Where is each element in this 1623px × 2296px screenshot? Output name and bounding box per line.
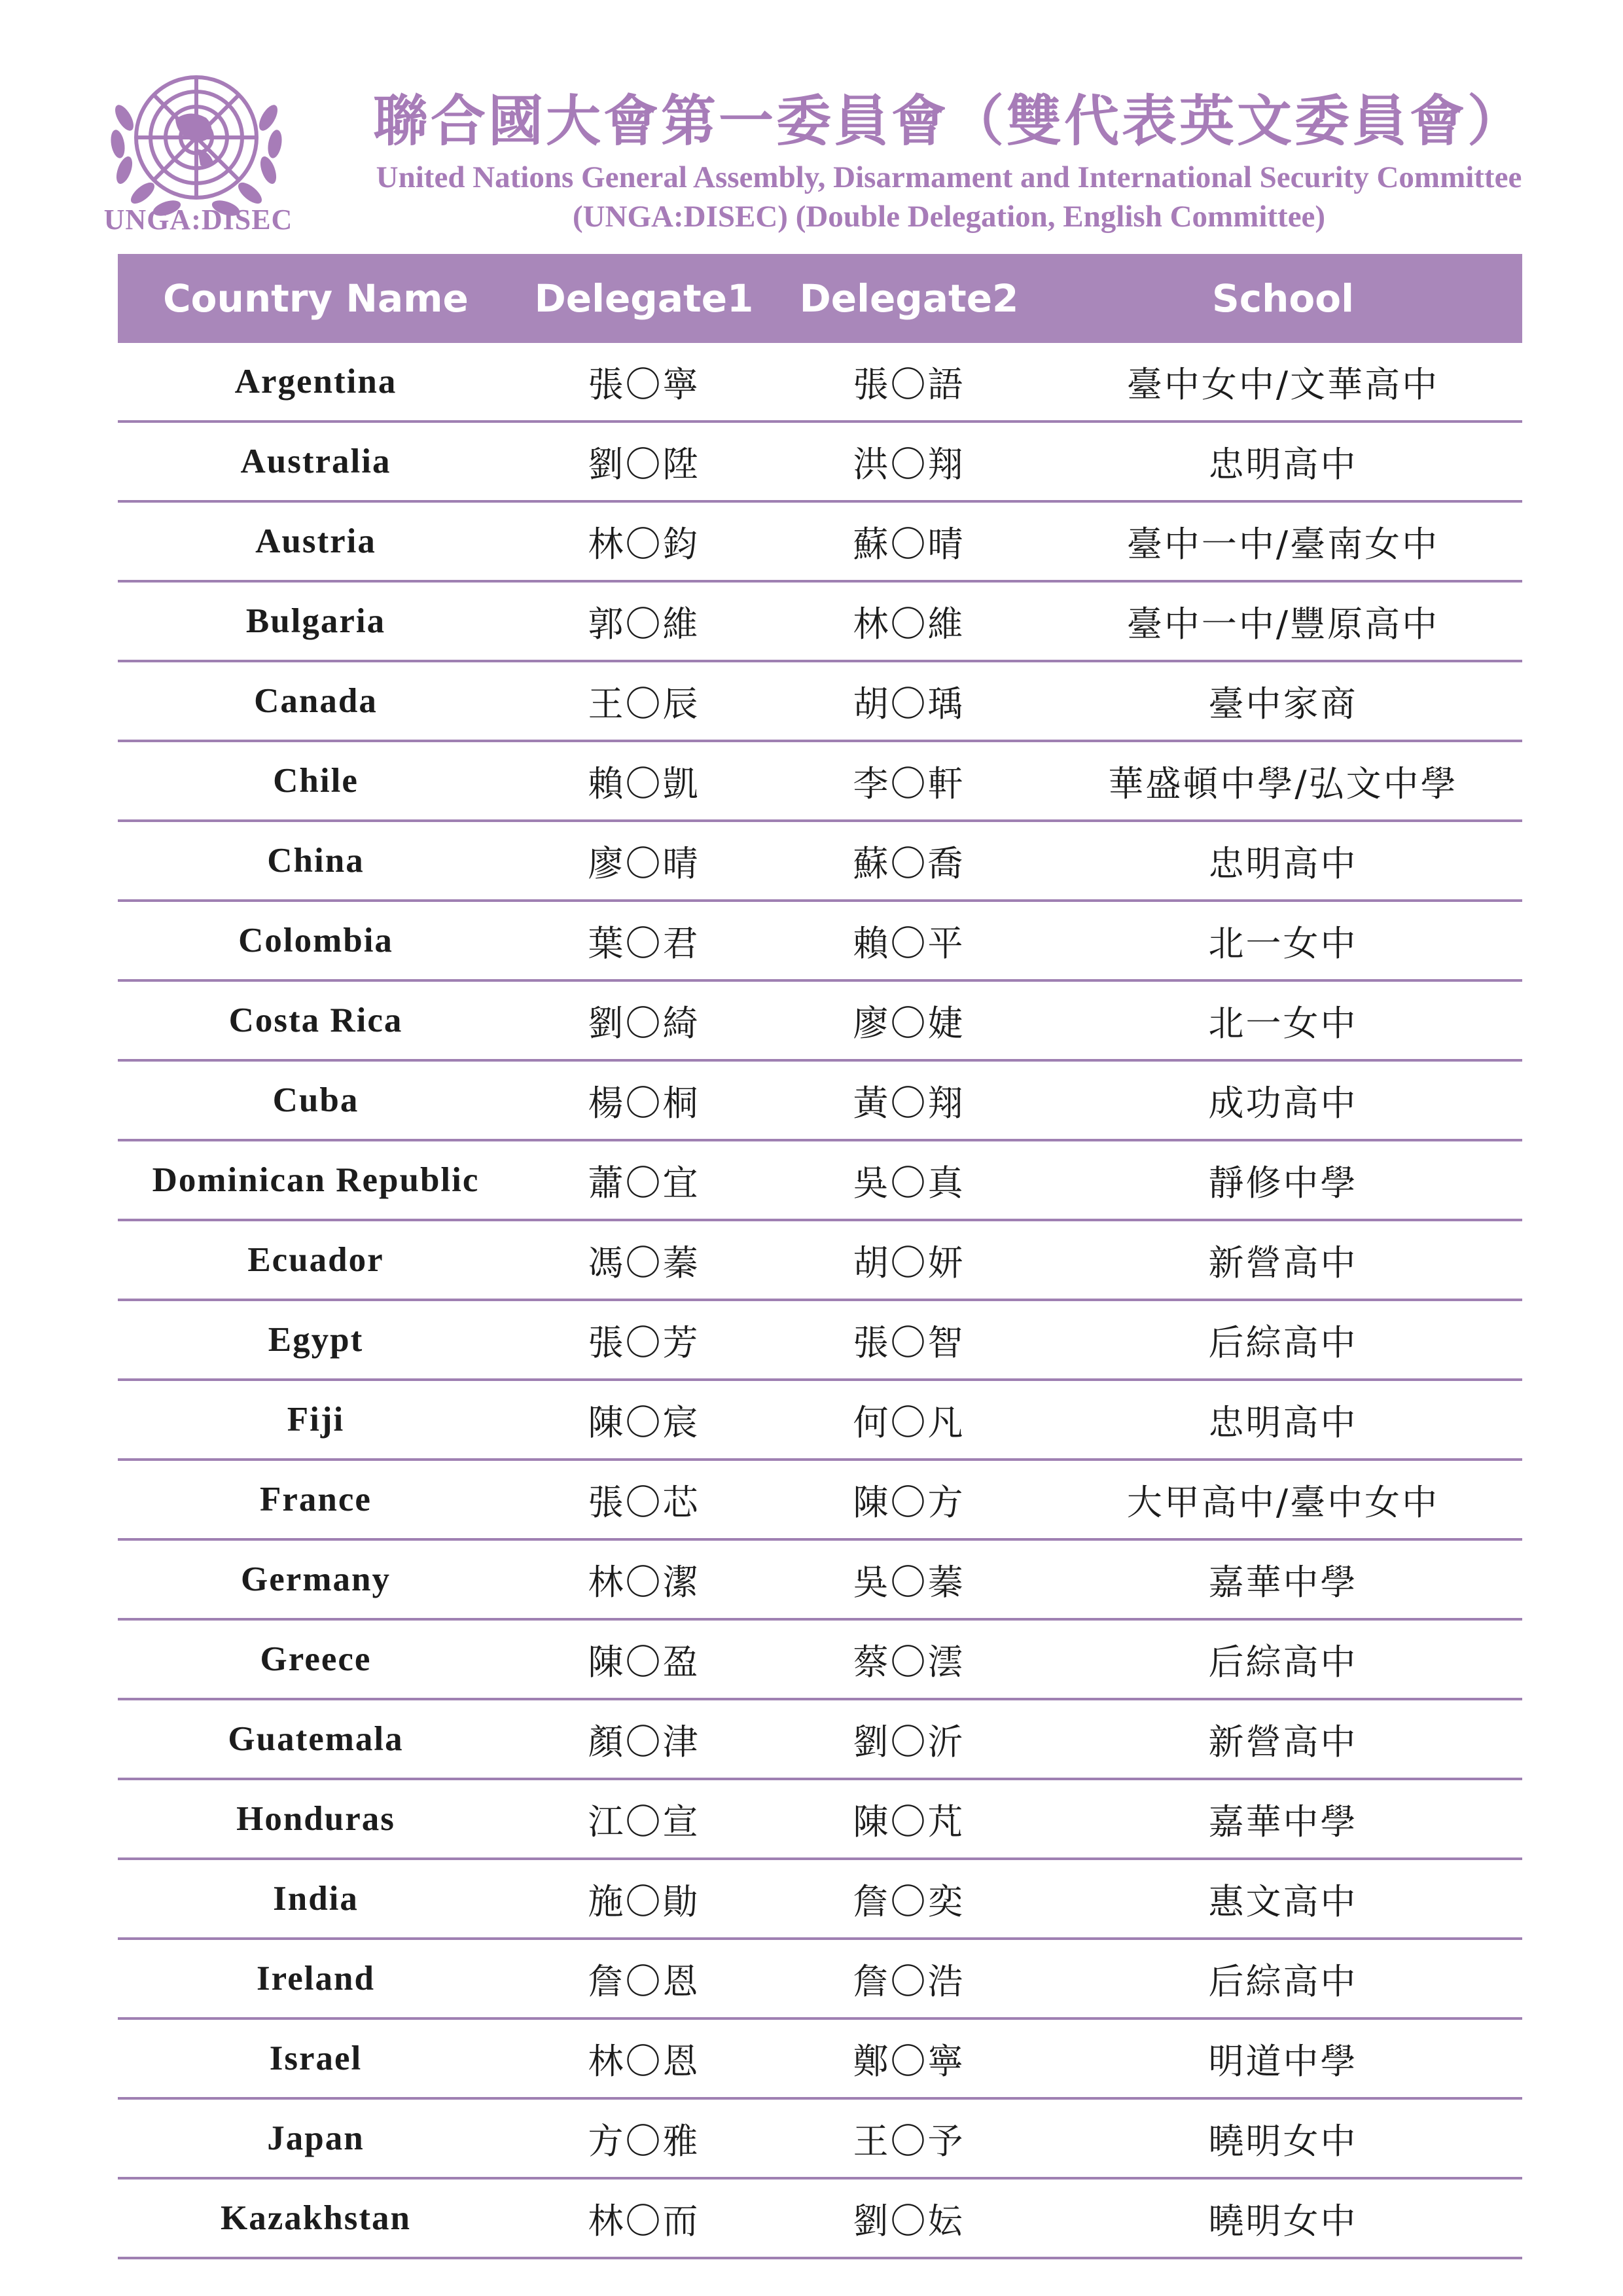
country-cell: China (118, 821, 514, 901)
page-title-english-line1: United Nations General Assembly, Disarmament and International Security Committee (376, 160, 1522, 194)
table-row (118, 1460, 1522, 1539)
school-cell: 忠明高中 (1044, 821, 1522, 901)
school-cell: 后綜高中 (1044, 1619, 1522, 1699)
delegate2-cell: 張〇語 (774, 343, 1044, 422)
table-body (118, 343, 1522, 2258)
school-cell: 嘉華中學 (1044, 1779, 1522, 1859)
delegate2-cell: 鄭〇寧 (774, 2018, 1044, 2098)
delegation-table-wrapper (118, 254, 1522, 2259)
school-cell: 北一女中 (1044, 901, 1522, 980)
table-row (118, 343, 1522, 422)
table-row (118, 2098, 1522, 2178)
delegate2-cell: 吳〇真 (774, 1140, 1044, 1220)
table-row (118, 1779, 1522, 1859)
column-header-delegate1: Delegate1 (514, 254, 774, 343)
column-header-school: School (1044, 254, 1522, 343)
school-cell: 嘉華中學 (1044, 1539, 1522, 1619)
delegate1-cell: 蕭〇宜 (514, 1140, 774, 1220)
delegate2-cell: 賴〇平 (774, 901, 1044, 980)
school-cell: 曉明女中 (1044, 2178, 1522, 2258)
country-cell: Chile (118, 741, 514, 821)
table-row (118, 501, 1522, 581)
delegate2-cell: 蘇〇晴 (774, 501, 1044, 581)
delegate1-cell: 陳〇盈 (514, 1619, 774, 1699)
country-cell: Ecuador (118, 1220, 514, 1300)
table-row (118, 1539, 1522, 1619)
country-cell: France (118, 1460, 514, 1539)
school-cell: 臺中女中/文華高中 (1044, 343, 1522, 422)
delegate1-cell: 馮〇蓁 (514, 1220, 774, 1300)
school-cell: 北一女中 (1044, 980, 1522, 1060)
country-cell: Guatemala (118, 1699, 514, 1779)
delegate1-cell: 詹〇恩 (514, 1939, 774, 2018)
table-row (118, 1140, 1522, 1220)
school-cell: 大甲高中/臺中女中 (1044, 1460, 1522, 1539)
school-cell: 后綜高中 (1044, 1939, 1522, 2018)
table-row (118, 980, 1522, 1060)
delegate2-cell: 蔡〇澐 (774, 1619, 1044, 1699)
school-cell: 忠明高中 (1044, 422, 1522, 501)
table-row (118, 1619, 1522, 1699)
delegate2-cell: 洪〇翔 (774, 422, 1044, 501)
delegate1-cell: 郭〇維 (514, 581, 774, 661)
delegate1-cell: 廖〇晴 (514, 821, 774, 901)
table-row (118, 1060, 1522, 1140)
school-cell: 忠明高中 (1044, 1380, 1522, 1460)
column-header-country: Country Name (118, 254, 514, 343)
table-row (118, 422, 1522, 501)
country-cell: Cuba (118, 1060, 514, 1140)
delegate1-cell: 張〇芳 (514, 1300, 774, 1380)
school-cell: 惠文高中 (1044, 1859, 1522, 1939)
table-row (118, 741, 1522, 821)
delegate1-cell: 林〇恩 (514, 2018, 774, 2098)
country-cell: Argentina (118, 343, 514, 422)
table-row (118, 1939, 1522, 2018)
school-cell: 成功高中 (1044, 1060, 1522, 1140)
school-cell: 明道中學 (1044, 2018, 1522, 2098)
page-title-chinese: 聯合國大會第一委員會（雙代表英文委員會） (372, 89, 1525, 153)
delegate1-cell: 楊〇桐 (514, 1060, 774, 1140)
delegate2-cell: 詹〇奕 (774, 1859, 1044, 1939)
column-header-delegate2: Delegate2 (774, 254, 1044, 343)
country-cell: Japan (118, 2098, 514, 2178)
school-cell: 新營高中 (1044, 1220, 1522, 1300)
school-cell: 臺中家商 (1044, 661, 1522, 741)
delegate1-cell: 葉〇君 (514, 901, 774, 980)
country-cell: Costa Rica (118, 980, 514, 1060)
delegate2-cell: 胡〇妍 (774, 1220, 1044, 1300)
school-cell: 華盛頓中學/弘文中學 (1044, 741, 1522, 821)
delegate2-cell: 張〇智 (774, 1300, 1044, 1380)
delegate1-cell: 王〇辰 (514, 661, 774, 741)
delegate2-cell: 蘇〇喬 (774, 821, 1044, 901)
school-cell: 新營高中 (1044, 1699, 1522, 1779)
delegate1-cell: 顏〇津 (514, 1699, 774, 1779)
delegate1-cell: 方〇雅 (514, 2098, 774, 2178)
country-cell: Austria (118, 501, 514, 581)
table-row (118, 661, 1522, 741)
delegate2-cell: 陳〇方 (774, 1460, 1044, 1539)
delegate1-cell: 劉〇綺 (514, 980, 774, 1060)
delegate2-cell: 黃〇翔 (774, 1060, 1044, 1140)
table-row (118, 1380, 1522, 1460)
country-cell: Bulgaria (118, 581, 514, 661)
country-cell: Germany (118, 1539, 514, 1619)
delegate2-cell: 陳〇芃 (774, 1779, 1044, 1859)
school-cell: 靜修中學 (1044, 1140, 1522, 1220)
delegate1-cell: 林〇鈞 (514, 501, 774, 581)
country-cell: Kazakhstan (118, 2178, 514, 2258)
delegation-table (118, 254, 1522, 2259)
delegate1-cell: 林〇而 (514, 2178, 774, 2258)
country-cell: Dominican Republic (118, 1140, 514, 1220)
country-cell: Greece (118, 1619, 514, 1699)
school-cell: 臺中一中/臺南女中 (1044, 501, 1522, 581)
delegate2-cell: 李〇軒 (774, 741, 1044, 821)
country-cell: India (118, 1859, 514, 1939)
country-cell: Fiji (118, 1380, 514, 1460)
delegate1-cell: 江〇宣 (514, 1779, 774, 1859)
table-row (118, 2018, 1522, 2098)
delegate1-cell: 陳〇宸 (514, 1380, 774, 1460)
delegate1-cell: 林〇潔 (514, 1539, 774, 1619)
country-cell: Colombia (118, 901, 514, 980)
table-header (118, 254, 1522, 343)
table-row (118, 1300, 1522, 1380)
table-row (118, 821, 1522, 901)
delegate1-cell: 賴〇凱 (514, 741, 774, 821)
delegate2-cell: 詹〇浩 (774, 1939, 1044, 2018)
delegate1-cell: 施〇勛 (514, 1859, 774, 1939)
delegate1-cell: 張〇芯 (514, 1460, 774, 1539)
school-cell: 后綜高中 (1044, 1300, 1522, 1380)
table-row (118, 1859, 1522, 1939)
country-cell: Egypt (118, 1300, 514, 1380)
table-row (118, 1220, 1522, 1300)
delegate2-cell: 吳〇蓁 (774, 1539, 1044, 1619)
table-row (118, 2178, 1522, 2258)
table-row (118, 581, 1522, 661)
logo-caption: UNGA:DISEC (103, 204, 293, 236)
table-header-row (118, 254, 1522, 343)
table-row (118, 1699, 1522, 1779)
country-cell: Ireland (118, 1939, 514, 2018)
delegate2-cell: 林〇維 (774, 581, 1044, 661)
delegate2-cell: 廖〇婕 (774, 980, 1044, 1060)
delegate2-cell: 王〇予 (774, 2098, 1044, 2178)
country-cell: Israel (118, 2018, 514, 2098)
delegate1-cell: 劉〇陞 (514, 422, 774, 501)
delegate2-cell: 何〇凡 (774, 1380, 1044, 1460)
delegate2-cell: 劉〇妘 (774, 2178, 1044, 2258)
country-cell: Honduras (118, 1779, 514, 1859)
country-cell: Canada (118, 661, 514, 741)
page-title-english-line2: (UNGA:DISEC) (Double Delegation, English Committee) (572, 200, 1326, 234)
table-row (118, 901, 1522, 980)
delegate2-cell: 劉〇沂 (774, 1699, 1044, 1779)
delegate2-cell: 胡〇瑀 (774, 661, 1044, 741)
country-cell: Australia (118, 422, 514, 501)
delegate1-cell: 張〇寧 (514, 343, 774, 422)
school-cell: 曉明女中 (1044, 2098, 1522, 2178)
school-cell: 臺中一中/豐原高中 (1044, 581, 1522, 661)
